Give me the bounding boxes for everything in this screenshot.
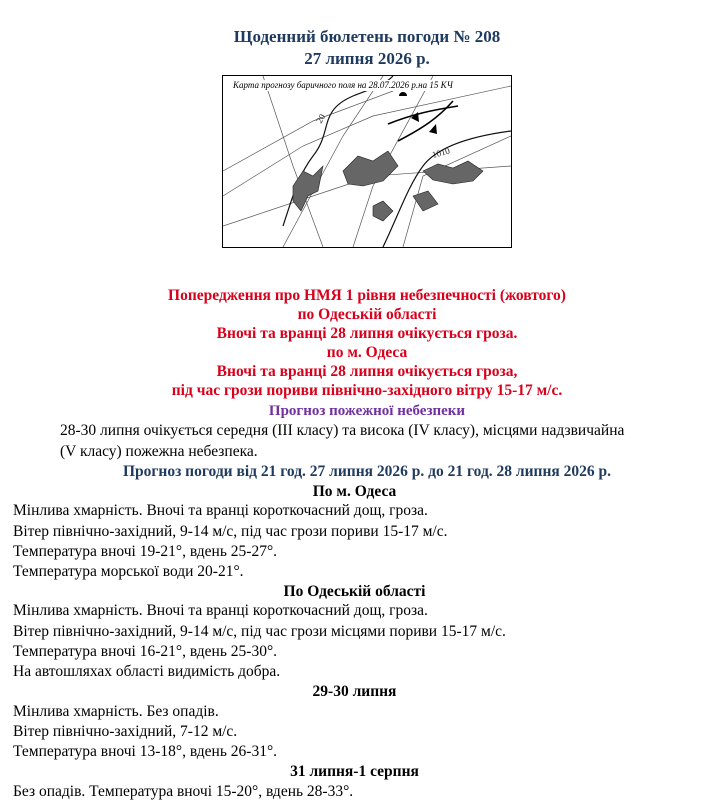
bulletin-date: 27 липня 2026 р. (304, 49, 430, 68)
pressure-map (222, 75, 512, 248)
days-29-30-heading: 29-30 липня (312, 683, 397, 700)
fire-text: 28-30 липня очікується середня (ІІІ класу) та висока (ІV класу), місцями надзвичайна (60, 422, 625, 439)
region-line: На автошляхах області видимість добра. (13, 663, 281, 680)
bulletin-title: Щоденний бюлетень погоди № 208 (233, 27, 501, 46)
region-line: Вітер північно-західний, 9-14 м/с, під час грози місцями пориви 15-17 м/с. (13, 623, 506, 640)
days-29-30-line: Вітер північно-західний, 7-12 м/с. (13, 723, 238, 740)
warning-line: по м. Одеса (326, 344, 408, 361)
pressure-map-drawing (223, 76, 511, 247)
isobar-label-1010: 1010 (430, 145, 451, 160)
odesa-line: Вітер північно-західний, 9-14 м/с, під час грози пориви 15-17 м/с. (13, 523, 448, 540)
map-caption: Карта прогнозу баричного поля на 28.07.2026 р.на 15 КЧ (233, 80, 453, 90)
forecast-heading: Прогноз погоди від 21 год. 27 липня 2026 р. до 21 год. 28 липня 2026 р. (122, 463, 612, 480)
warning-line: Вночі та вранці 28 липня очікується гроза. (216, 325, 518, 342)
days-31-1-heading: 31 липня-1 серпня (290, 763, 419, 780)
region-line: Мінлива хмарність. Вночі та вранці короткочасний дощ, гроза. (13, 602, 428, 619)
region-heading: По Одеській області (283, 583, 426, 600)
region-line: Температура вночі 16-21°, вдень 25-30°. (13, 643, 278, 660)
warning-line: Попередження про НМЯ 1 рівня небезпечності (жовтого) (168, 287, 566, 304)
days-29-30-line: Температура вночі 13-18°, вдень 26-31°. (13, 743, 278, 760)
days-29-30-line: Мінлива хмарність. Без опадів. (13, 703, 219, 720)
days-31-1-line: Без опадів. Температура вночі 15-20°, вдень 28-33°. (13, 783, 354, 800)
warning-line: по Одеській області (297, 306, 437, 323)
odesa-heading: По м. Одеса (312, 483, 397, 500)
isobar-label-20: 20 (314, 112, 328, 125)
odesa-line: Температура морської води 20-21°. (13, 563, 244, 580)
odesa-line: Мінлива хмарність. Вночі та вранці короткочасний дощ, гроза. (13, 502, 428, 519)
warning-line: Вночі та вранці 28 липня очікується гроза, (216, 363, 518, 380)
odesa-line: Температура вночі 19-21°, вдень 25-27°. (13, 543, 278, 560)
fire-text: (V класу) пожежна небезпека. (60, 443, 258, 460)
fire-heading: Прогноз пожежної небезпеки (268, 403, 466, 419)
warning-line: під час грози пориви північно-західного вітру 15-17 м/с. (171, 382, 563, 399)
